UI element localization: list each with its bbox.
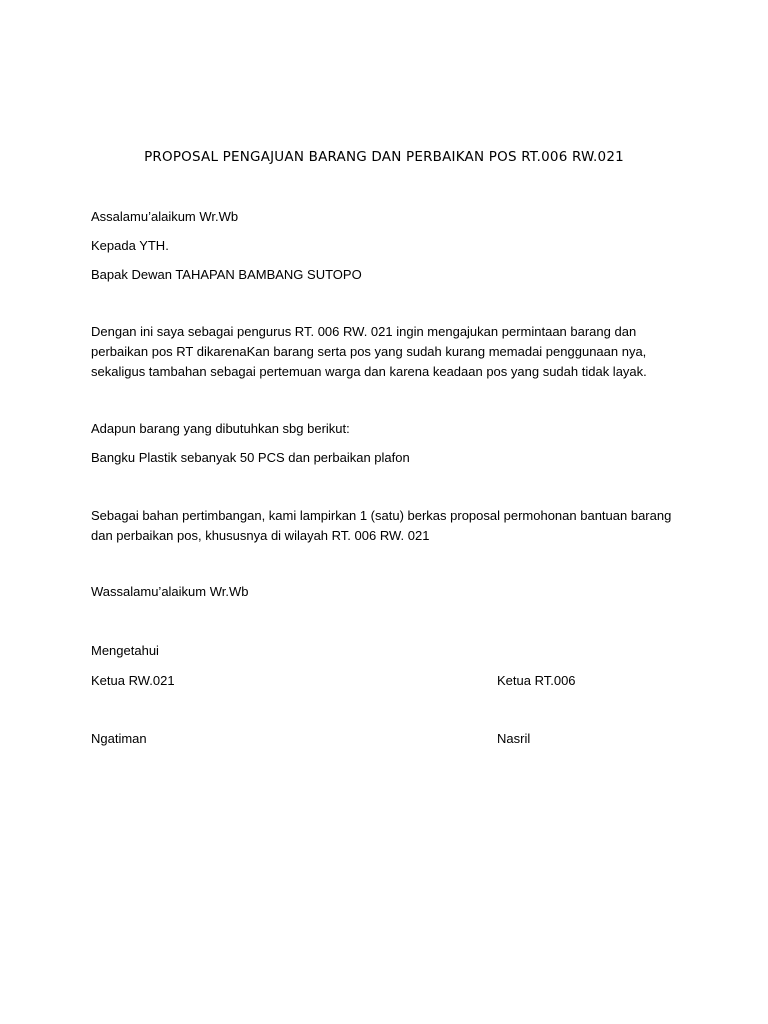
signatory-right-title: Ketua RT.006 [497, 673, 576, 688]
acknowledged-label: Mengetahui [91, 643, 159, 658]
document-title: PROPOSAL PENGAJUAN BARANG DAN PERBAIKAN POS RT.006 RW.021 [144, 149, 624, 165]
signatory-right-name: Nasril [497, 731, 531, 746]
signatory-left-name: Ngatiman [91, 731, 147, 746]
greeting-text: Assalamu’alaikum Wr.Wb [91, 209, 239, 224]
closing-text: Wassalamu’alaikum Wr.Wb [91, 584, 249, 599]
needs-intro-text: Adapun barang yang dibutuhkan sbg berikut: [91, 421, 350, 436]
request-paragraph: Dengan ini saya sebagai pengurus RT. 006 RW. 021 ingin mengajukan permintaan barang dan perbaikan pos RT dikarenaKan barang serta pos yang sudah kurang memadai penggunaan nya, sekaligus tambahan sebagai pertemuan warga dan karena keadaan pos yang sudah tidak layak. [91, 324, 647, 379]
needs-item-text: Bangku Plastik sebanyak 50 PCS dan perbaikan plafon [91, 450, 410, 465]
consideration-paragraph: Sebagai bahan pertimbangan, kami lampirkan 1 (satu) berkas proposal permohonan bantuan barang dan perbaikan pos, khususnya di wilayah RT. 006 RW. 021 [91, 508, 672, 543]
recipient-line-1: Kepada YTH. [91, 238, 169, 253]
recipient-line-2: Bapak Dewan TAHAPAN BAMBANG SUTOPO [91, 267, 362, 282]
signatory-left-title: Ketua RW.021 [91, 673, 175, 688]
